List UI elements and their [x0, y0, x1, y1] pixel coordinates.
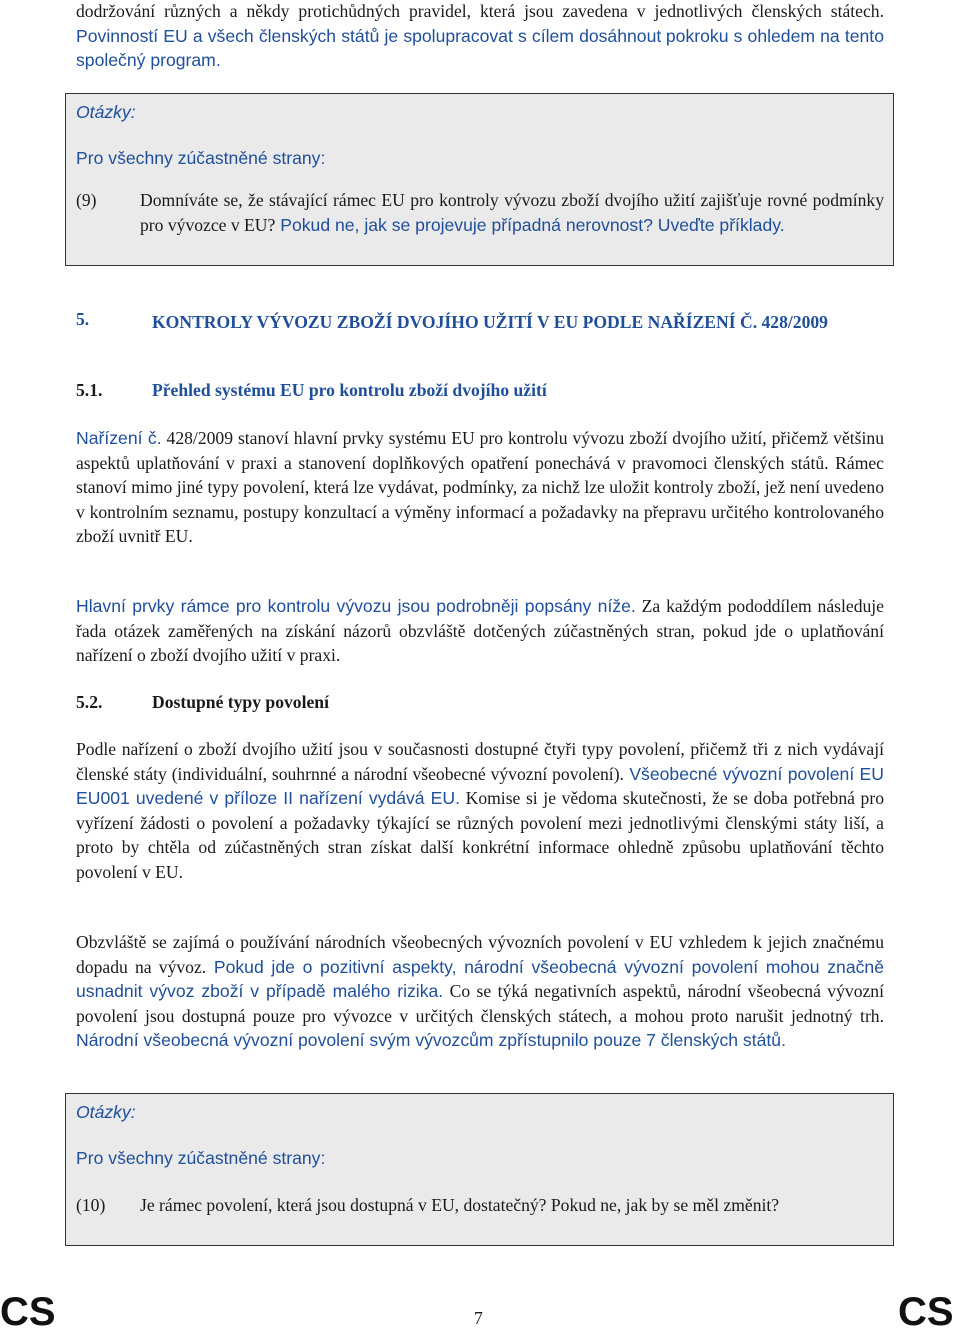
page-number: 7 — [474, 1308, 483, 1328]
questions-label-2: Otázky: — [76, 1102, 136, 1122]
section-5-1-title: Přehled systému EU pro kontrolu zboží dvojího užití — [152, 380, 547, 400]
question-text-2: Je rámec povolení, která jsou dostupná v EU, dostatečný? Pokud ne, jak by se měl změnit? — [140, 1195, 780, 1215]
stakeholders-subtitle-2: Pro všechny zúčastněné strany: — [76, 1148, 326, 1168]
intro-line-2a: členských státech. — [751, 1, 884, 21]
question-text-a: Domníváte se, že stávající rámec EU pro kontroly vývozu zboží dvojího užití zajišťuje rovné podmínky pro vývozce v EU? — [140, 190, 884, 235]
p52a-part2: Všeobecné vývozní povolení EU EU001 uvedené v příloze II nařízení vydává EU. — [76, 763, 884, 809]
p51b-part1: Hlavní prvky rámce pro kontrolu vývozu jsou podrobněji popsány níže. — [76, 596, 636, 616]
p52a-part1: Podle nařízení o zboží dvojího užití jsou v současnosti dostupné čtyři typy povolení, přičemž tři z nich vydávají členské státy (individuální, souhrnné a národní všeobecné vývozní povolení). — [76, 739, 884, 784]
question-box-9 — [65, 93, 894, 266]
section-5-2-title: Dostupné typy povolení — [152, 692, 329, 712]
p51a-part2: 428/2009 stanoví hlavní prvky systému EU pro kontrolu vývozu zboží dvojího užití, přičemž většinu aspektů uplatňování v praxi a stanovení doplňkových opatření ponechává v pravomoci členských států. — [76, 428, 884, 473]
stakeholders-subtitle: Pro všechny zúčastněné strany: — [76, 148, 326, 168]
p52b-part3: Co se týká negativních aspektů, národní všeobecná vývozní povolení jsou dostupná pouze pro vývozce v určitých členských státech, a mohou proto narušit jednotný trh. — [76, 981, 884, 1026]
question-box-10 — [65, 1093, 894, 1246]
section-5-2-number: 5.2. — [76, 692, 103, 712]
intro-line-3: pokroku s ohledem na tento společný program. — [76, 25, 884, 71]
section-5-title: KONTROLY VÝVOZU ZBOŽÍ DVOJÍHO UŽITÍ V EU PODLE NAŘÍZENÍ Č. 428/2009 — [152, 312, 828, 332]
questions-label: Otázky: — [76, 102, 136, 122]
p52a-part3: Komise si je vědoma skutečnosti, že se doba potřebná pro vyřízení žádosti o povolení a požadavky týkající se různých povolení mezi jednotlivými členskými státy liší, a proto by chtěla od zúčastněných stran získat další konkrétní informace ohledně způsobu uplatňování těchto povolení v EU. — [76, 788, 884, 882]
question-number: (9) — [76, 190, 97, 210]
paragraph-5-2-a — [76, 737, 884, 885]
question-text — [140, 188, 884, 237]
p51a-part3: Rámec stanoví mimo jiné typy povolení, která lze vydávat, podmínky, za nichž lze uložit kontroly zboží, jež není uvedeno v kontrolním seznamu, postupy konzultací a výměny informací a požadavky na přepravu určitého kontrolovaného zboží uvnitř EU. — [76, 452, 884, 547]
p51b-part2: Za každým pododdílem následuje řada otázek zaměřených na získání názorů obzvláště dotčených zúčastněných stran, pokud jde o uplatňování nařízení o zboží dvojího užití v praxi. — [76, 596, 884, 666]
question-number-2: (10) — [76, 1195, 106, 1215]
footer-language-right: CS — [898, 1290, 954, 1334]
p52b-part1: Obzvláště se zajímá o používání národních všeobecných vývozních povolení v EU vzhledem k jejich značnému dopadu na vývoz. — [76, 932, 884, 977]
p52b-part2: Pokud jde o pozitivní aspekty, národní všeobecná vývozní povolení mohou značně usnadnit vývoz zboží v případě malého rizika. — [76, 956, 884, 1002]
footer-language-left: CS — [0, 1290, 56, 1334]
intro-line-1: dodržování různých a někdy protichůdných pravidel, která jsou zavedena v jednotlivých — [76, 1, 743, 21]
question-text-b: Pokud ne, jak se projevuje případná nerovnost? Uveďte příklady. — [275, 214, 785, 235]
paragraph-5-2-b — [76, 930, 884, 1053]
intro-line-2b: Povinností EU a všech členských států je spolupracovat s cílem dosáhnout — [76, 25, 662, 46]
paragraph-5-1-b — [76, 594, 884, 668]
section-5-1-number: 5.1. — [76, 380, 103, 400]
p52b-part4: Národní všeobecná vývozní povolení svým vývozcům zpřístupnilo pouze 7 členských států. — [76, 1030, 786, 1051]
p51a-part1: Nařízení č. — [76, 428, 162, 448]
section-5-number: 5. — [76, 309, 90, 329]
intro-paragraph — [76, 0, 884, 73]
paragraph-5-1-a — [76, 426, 884, 549]
